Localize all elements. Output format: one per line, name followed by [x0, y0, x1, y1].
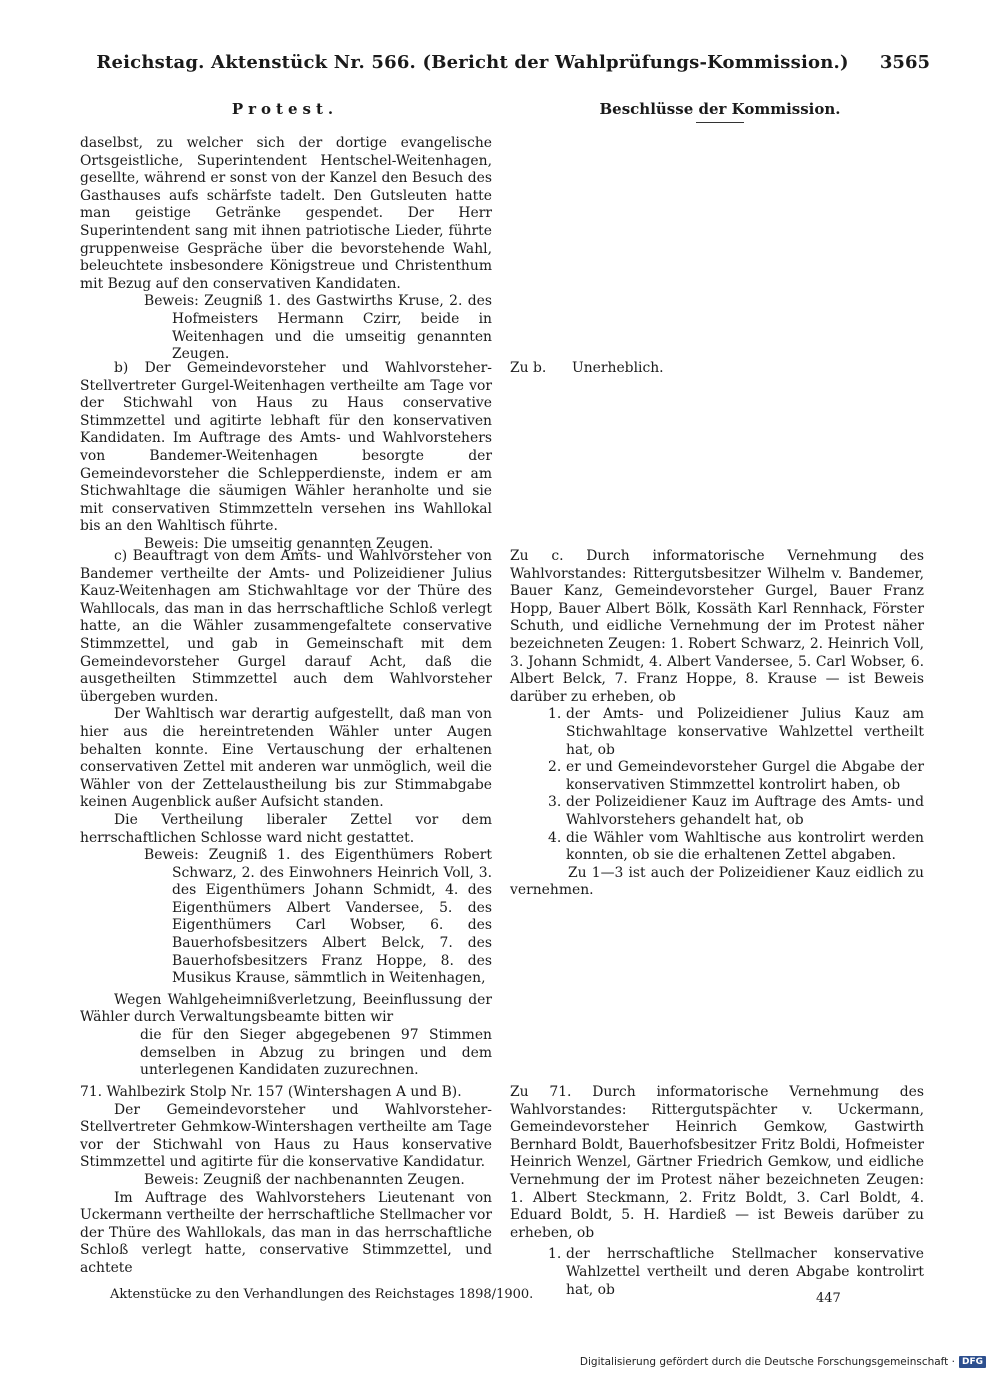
beweis-c: Beweis: Zeugniß 1. des Eigenthümers Robert Schwarz, 2. des Einwohners Heinrich Voll, 3. des Eigenthümers Johann Schmidt, 4. des Eigenthümers Albert Vandersee, 5. des Eigenthümers Carl Wobser, 6. des Bauerhofsbesitzers Albert Belck, 7. des Bauerhofsbesitzers Franz Hoppe, 8. des Musikus Krause, sämmtlich in Weitenhagen, [144, 847, 492, 987]
section-71-heading: 71. Wahlbezirk Stolp Nr. 157 (Wintershagen A und B). [80, 1084, 462, 1100]
protest-paragraph-b: b) Der Gemeindevorsteher und Wahlvorsteher-Stellvertreter Gurgel-Weitenhagen vertheilte am Tage vor der Stichwahl von Haus zu Haus conservative Stimmzettel und agitirte lebhaft für den konservativen Kandidaten. Im Auftrage des Amts- und Wahlvorstehers von Bandemer-Weitenhagen besorgte der Gemeindevorsteher die Schlepperdienste, indem er am Stichwahltage die säumigen Wähler heranholte und sie mit conservativen Stimmzetteln versehen ins Wahllokal bis an den Wahltisch führte. [80, 360, 492, 535]
protest-paragraph-a: daselbst, zu welcher sich der dortige evangelische Ortsgeistliche, Superintendent Hentschel-Weitenhagen, gesellte, während er sonst von der Kanzel den Besuch des Gasthauses aufs schärfste tadelt. Den Gutsleuten hatte man geistige Getränke gespendet. Der Herr Superintendent sang mit ihnen patriotische Lieder, führte gruppenweise Gespräche über die bevorstehende Wahl, beleuchtete insbesondere Königstreue und Christenthum mit Bezug auf den conservativen Kandidaten. [80, 135, 492, 292]
decision-c [510, 548, 924, 900]
decision-c-label: Zu c. [510, 548, 564, 564]
list-item: 2. er und Gemeindevorsteher Gurgel die Abgabe der konservativen Stimmzettel kontrolirt haben, ob [548, 759, 924, 793]
decision-71-text: Zu 71. Durch informatorische Vernehmung des Wahlvorstandes: Rittergutspächter v. Uckermann, Gemeindevorsteher Heinrich Gemkow, Gastwirth Bernhard Boldt, Bauerhofsbesitzer Fritz Boldi, Hofmeister Heinrich Wenzel, Gärtner Friedrich Gemkow, und eidliche Vernehmung der im Protest näher bezeichneten Zeugen: 1. Albert Steckmann, 2. Fritz Boldt, 3. Carl Boldt, 4. Eduard Boldt, 5. H. Hardieß — ist Beweis darüber zu erheben, ob [510, 1084, 924, 1241]
protest-paragraph-71: Der Gemeindevorsteher und Wahlvorsteher-Stellvertreter Gehmkow-Wintershagen vertheilte am Tage vor der Stichwahl von Haus zu Haus konservative Stimmzettel und agitirte für die konservative Kandidatur. [80, 1101, 492, 1171]
decision-b-text: Unerheblich. [572, 360, 664, 376]
decision-c-closing: Zu 1—3 ist auch der Polizeidiener Kauz eidlich zu vernehmen. [510, 864, 924, 899]
protest-paragraph-c: c) Beauftragt von dem Amts- und Wahlvorsteher von Bandemer vertheilte der Amts- und Polizeidiener Julius Kauz-Weitenhagen am Stichwahltage vor der Thüre des Wahllocals, das man in das herrschaftliche Schloß verlegt hatte, an die Wähler zusammengefaltete conservative Stimmzettel, und gab in Gemeinschaft mit dem Gemeindevorsteher Gurgel darauf Acht, daß die ausgetheilten Stimmzettel auch dem Wahlvorsteher übergeben wurden. [80, 548, 492, 705]
decision-c-list [510, 706, 924, 864]
footer-collection-title: Aktenstücke zu den Verhandlungen des Reichstages 1898/1900. [110, 1287, 534, 1302]
decision-71 [510, 1084, 924, 1299]
page-header [75, 52, 930, 76]
decision-c-text: Durch informatorische Vernehmung des Wahlvorstandes: Rittergutsbesitzer Wilhelm v. Bandemer, Bauer Kanz, Gemeindevorsteher Gurgel, Bauer Franz Hopp, Bauer Albert Bölk, Kossäth Karl Rennhack, Förster Schuth, und eidliche Vernehmung der im Protest näher bezeichneten Zeugen: 1. Robert Schwarz, 2. Heinrich Voll, 3. Johann Schmidt, 4. Albert Vandersee, 5. Carl Wobser, 6. Albert Belck, 7. Franz Hoppe, 8. Krause — ist Beweis darüber zu erheben, ob [510, 548, 924, 705]
decision-b [510, 360, 924, 378]
beweis-a: Beweis: Zeugniß 1. des Gastwirths Kruse, 2. des Hofmeisters Hermann Czirr, beide in Weitenhagen und die umseitig genannten Zeugen. [144, 293, 492, 363]
list-item: 4. die Wähler vom Wahltische aus kontrolirt werden konnten, ob sie die erhaltenen Zettel abgaben. [548, 829, 924, 864]
protest-paragraph-c2: Der Wahltisch war derartig aufgestellt, daß man von hier aus die hereintretenden Wähler unter Augen behalten konnte. Eine Vertauschung der erhaltenen conservativen Zettel mit anderen war unmöglich, weil die Wähler von der Zettelaustheilung bis zur Stimmabgabe keinen Augenblick außer Aufsicht standen. [80, 706, 492, 811]
protest-paragraph-71b: Im Auftrage des Wahlvorstehers Lieutenant von Uckermann vertheilte der herrschaftliche Stellmacher vor der Thüre des Wahllokals, das man in das herrschaftliche Schloß verlegt hatte, conservative Stimmzettel, und achtete [80, 1189, 492, 1276]
right-column-title-text: Beschlüsse der Kommission. [599, 100, 841, 118]
protest-paragraph-c3: Die Vertheilung liberaler Zettel vor dem herrschaftlichen Schlosse ward nicht gestattet. [80, 811, 492, 846]
right-column-title [510, 100, 930, 123]
left-column-title: Protest. [231, 100, 339, 118]
list-item: 1. der Amts- und Polizeidiener Julius Kauz am Stichwahltage konservative Wahlzettel vertheilt hat, ob [548, 706, 924, 758]
page-number: 3565 [879, 52, 930, 73]
protest-request-intro: Wegen Wahlgeheimnißverletzung, Beeinflussung der Wähler durch Verwaltungsbeamte bitten wir [80, 991, 492, 1026]
decision-71-list [510, 1246, 924, 1299]
list-item: 1. der herrschaftliche Stellmacher konservative Wahlzettel vertheilt und deren Abgabe kontrolirt hat, ob [548, 1246, 924, 1298]
dfg-credit-text: Digitalisierung gefördert durch die Deutsche Forschungsgemeinschaft · [579, 1356, 955, 1368]
protest-request: die für den Sieger abgegebenen 97 Stimmen demselben in Abzug zu bringen und dem unterlegenen Kandidaten zuzurechnen. [140, 1027, 492, 1079]
decision-b-label: Zu b. [510, 360, 547, 376]
dfg-credit [580, 1356, 986, 1368]
list-item: 3. der Polizeidiener Kauz im Auftrage des Amts- und Wahlvorstehers gehandelt hat, ob [548, 794, 924, 828]
running-title: Reichstag. Aktenstück Nr. 566. (Bericht der Wahlprüfungs-Kommission.) [96, 52, 849, 73]
title-rule [696, 122, 744, 123]
dfg-logo-icon: DFG [959, 1356, 986, 1368]
beweis-71: Beweis: Zeugniß der nachbenannten Zeugen. [144, 1171, 465, 1188]
beweis-b: Beweis: Die umseitig genannten Zeugen. [144, 535, 434, 552]
footer-sheet-number: 447 [816, 1291, 841, 1306]
